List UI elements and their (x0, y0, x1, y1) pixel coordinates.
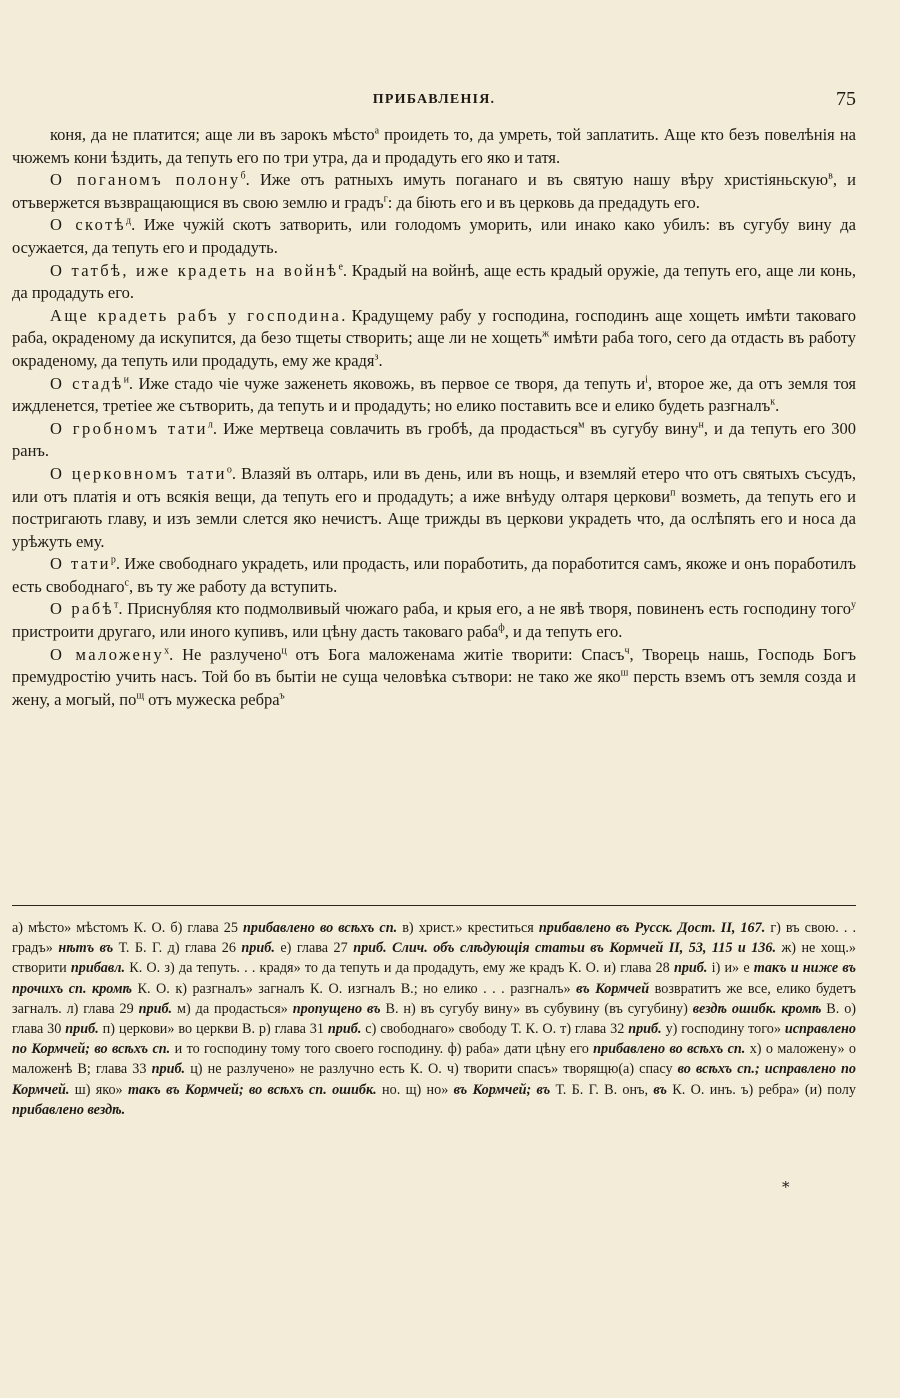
paragraph: коня, да не платится; аще ли въ зарокъ мѣсто$^а$ проидеть то, да умреть, той заплатить. Аще кто безъ повелѣнія на чюжемъ кони ѣздить, да тепуть его по три утра, да и продадуть его яко и татя. (12, 125, 856, 167)
paragraph: О поганомъ полону$^б$. Иже отъ ратныхъ имуть поганаго и въ святую нашу вѣру христіяньскую$^в$, и отъвержется възвращающися въ свою землю и градъ$^г$: да біють его и въ церковь да предадуть его. (12, 170, 856, 212)
signature-mark: * (782, 1178, 790, 1196)
paragraph: О рабѣ$^т$. Приснубляя кто подмолвивый чюжаго раба, и крыя его, а не явѣ творя, повиненъ есть господину того$^у$ пристроити другаго, или иного купивъ, или цѣну дасть таковаго раба$^ф$, и да тепуть его. (12, 599, 856, 642)
paragraph: О гробномъ тати$^л$. Иже мертвеца совлачить въ гробѣ, да продасться$^м$ въ сугубу вину$^н$, и да тепуть его 300 ранъ. (12, 418, 856, 461)
paragraph: Аще крадеть рабъ у господина. Крадущему рабу у господина, господинъ аще хощеть имѣти таковаго раба, окраденому да искупится, да безо тщеты створить; аще ли не хощеть$^ж$ имѣти раба того, сего да отдасть въ работу окраденому, да тепуть или продадуть, ему же крадя$^з$. (12, 305, 856, 370)
paragraph: О маложену$^х$. Не разлучено$^ц$ отъ Бога маложенама житіе творити: Спасъ$^ч$, Творець нашь, Господь Богъ премудростію учить насъ. Той бо въ бытіи не суща человѣка сътвори: не тако же яко$^ш$ персть вземъ отъ земля созда и жену, а могый, $по^щ$ отъ мужеска ребра$^ъ$ (12, 644, 857, 709)
footnotes (12, 918, 856, 1120)
footnotes-text: а) мѣсто» мѣстомъ К. О. б) глава 25 прибавлено во всѣхъ сп. в) христ.» креститься прибавлено въ Русск. Дост. II, 167. г) въ свою. . . градъ» нѣтъ въ Т. Б. Г. д) глава 26 приб. е) глава 27 приб. Слич. объ слѣдующія статьи въ Кормчей II, 53, 115 и 136. ж) не хощ.» створити прибавл. К. О. з) да тепуть. . . крадя» то да тепуть и да продадуть, ему же крадъ К. О. и) глава 28 приб. і) и» е такъ и ниже въ прочихъ сп. кромѣ К. О. к) разгналъ» загналъ К. О. изгналъ В.; но елико . . . разгналъ» въ Кормчей возвратитъ же все, елико будетъ загналъ. л) глава 29 приб. м) да продасться» пропущено въ В. н) въ сугубу вину» въ субувину (въ сугубину) вездѣ ошибк. кромѣ В. о) глава 30 приб. п) церкови» во церкви В. р) глава 31 приб. с) свободнаго» свободу Т. К. О. т) глава 32 приб. у) господину того» исправлено по Кормчей; во всѣхъ сп. и то господину тому того своего господину. ф) раба» дати цѣну его прибавлено во всѣхъ сп. х) о маложену» о маложенѣ В; глава 33 приб. ц) не разлучено» не разлучно есть К. О. ч) творити спасъ» творящю(а) спасу во всѣхъ сп.; исправлено по Кормчей. ш) яко» такъ въ Кормчей; во всѣхъ сп. ошибк. но. щ) но» въ Кормчей; въ Т. Б. Г. В. онъ, въ К. О. инъ. ъ) ребра» (и) полу прибавлено вездѣ. (12, 920, 857, 1118)
page-header (12, 88, 856, 114)
paragraph: О татбѣ, иже крадеть на войнѣ$^е$. Крадый на войнѣ, аще есть крадый оружіе, да тепуть его, аще ли конь, да продадуть его. (12, 260, 856, 303)
page-number: 75 (836, 88, 856, 110)
paragraph: О стадѣ$^и$. Иже стадо чіе чуже заженеть яковожь, въ первое се творя, да тепуть $и^і$, второе же, да отъ земля тоя иждленется, третіее же сътворить, да тепуть и и продадуть; но елико поставить все и елико будеть разгналъ$^к$. (12, 373, 856, 416)
paragraph: О скотѣ$^д$. Иже чужій скотъ затворить, или голодомъ уморить, или инако како убилъ: въ сугубу вину да осужается, да тепуть его и продадуть. (12, 215, 856, 257)
main-text (12, 124, 856, 711)
running-head: ПРИБАВЛЕНІЯ. (372, 92, 496, 107)
paragraph: О церковномъ тати$^о$. Влазяй въ олтарь, или въ день, или въ нощь, и вземляй етеро что отъ святыхъ съсудъ, или отъ платія и отъ всякія вещи, да тепуть его и продадуть; а иже внѣуду олтаря церкови$^п$ возметь, да тепуть его и постригають главу, и изъ земли слется яко нечистъ. Аще трижды въ церкови украдеть что, да ослѣпять его и носа да урѣжуть ему. (12, 463, 857, 551)
paragraph: О тати$^р$. Иже свободнаго украдеть, или продасть, или поработить, да поработится самъ, якоже и онъ поработилъ есть свободнаго$^с$, въ ту же работу да вступить. (12, 554, 857, 596)
footnote-divider (12, 905, 856, 906)
